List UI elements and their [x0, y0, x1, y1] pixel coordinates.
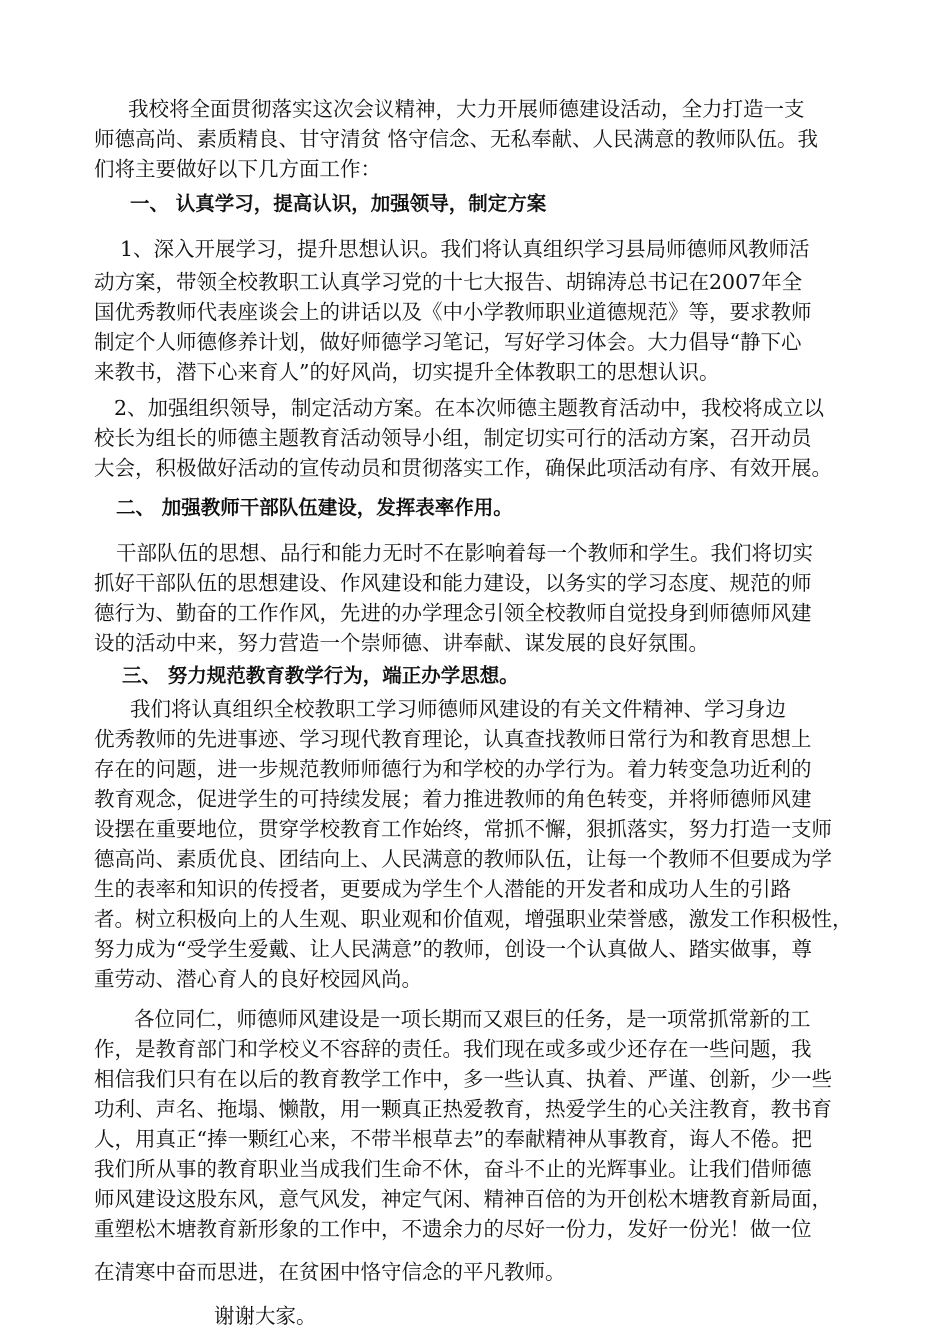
paragraph-line: 我们将认真组织全校教职工学习师德师风建设的有关文件精神、学习身边 — [130, 697, 786, 721]
intro-line: 师德高尚、素质精良、甘守清贫 恪守信念、无私奉献、人民满意的教师队伍。我 — [94, 127, 819, 151]
paragraph-line: 重塑松木塘教育新形象的工作中，不遗余力的尽好一份力，发好一份光！做一位 — [94, 1217, 812, 1241]
section-heading-2: 二、 加强教师干部队伍建设，发挥表率作用。 — [116, 496, 513, 519]
paragraph-line: 各位同仁，师德师风建设是一项长期而又艰巨的任务，是一项常抓常新的工 — [134, 1007, 811, 1031]
paragraph-line: 存在的问题，进一步规范教师师德行为和学校的办学行为。着力转变急功近利的 — [94, 757, 812, 781]
paragraph-line: 在清寒中奋而思进，在贫困中恪守信念的平凡教师。 — [94, 1260, 566, 1284]
paragraph-line: 努力成为“受学生爱戴、让人民满意”的教师，创设一个认真做人、踏实做事，尊 — [94, 937, 812, 961]
paragraph-line: 教育观念，促进学生的可持续发展；着力推进教师的角色转变，并将师德师风建 — [94, 787, 812, 811]
paragraph-line: 德行为、勤奋的工作作风，先进的办学理念引领全校教师自觉投身到师德师风建 — [94, 601, 812, 625]
paragraph-line: 作，是教育部门和学校义不容辞的责任。我们现在或多或少还存在一些问题，我 — [94, 1037, 812, 1061]
paragraph-line: 重劳动、潜心育人的良好校园风尚。 — [94, 967, 422, 991]
section-heading-3: 三、 努力规范教育教学行为，端正办学思想。 — [122, 664, 519, 687]
paragraph-line: 1、深入开展学习，提升思想认识。我们将认真组织学习县局师德师风教师活 — [120, 237, 810, 261]
paragraph-line: 功利、声名、拖塌、懒散，用一颗真正热爱教育，热爱学生的心关注教育，教书育 — [94, 1097, 832, 1121]
section-heading-1: 一、 认真学习，提高认识，加强领导，制定方案 — [130, 192, 547, 215]
paragraph-line: 者。树立积极向上的人生观、职业观和价值观，增强职业荣誉感，激发工作积极性， — [94, 907, 853, 931]
paragraph-line: 国优秀教师代表座谈会上的讲话以及《中小学教师职业道德规范》等，要求教师 — [94, 300, 812, 324]
paragraph-line: 大会，积极做好活动的宣传动员和贯彻落实工作，确保此项活动有序、有效开展。 — [94, 456, 832, 480]
paragraph-line: 设摆在重要地位，贯穿学校教育工作始终，常抓不懈，狠抓落实，努力打造一支师 — [94, 817, 832, 841]
paragraph-line: 抓好干部队伍的思想建设、作风建设和能力建设，以务实的学习态度、规范的师 — [94, 571, 812, 595]
paragraph-line: 设的活动中来，努力营造一个崇师德、讲奉献、谋发展的良好氛围。 — [94, 631, 709, 655]
paragraph-line: 干部队伍的思想、品行和能力无时不在影响着每一个教师和学生。我们将切实 — [116, 541, 813, 565]
closing-thanks: 谢谢大家。 — [214, 1304, 317, 1328]
paragraph-line: 来教书，潜下心来育人”的好风尚，切实提升全体教职工的思想认识。 — [94, 360, 720, 384]
paragraph-line: 2、加强组织领导，制定活动方案。在本次师德主题教育活动中，我校将成立以 — [114, 396, 825, 420]
paragraph-line: 人，用真正“捧一颗红心来，不带半根草去”的奉献精神从事教育，诲人不倦。把 — [94, 1127, 812, 1151]
paragraph-line: 动方案，带领全校教职工认真学习党的十七大报告、胡锦涛总书记在2007年全 — [94, 270, 803, 294]
paragraph-line: 校长为组长的师德主题教育活动领导小组，制定切实可行的活动方案，召开动员 — [94, 426, 812, 450]
paragraph-line: 制定个人师德修养计划，做好师德学习笔记，写好学习体会。大力倡导“静下心 — [94, 330, 802, 354]
intro-line: 们将主要做好以下几方面工作： — [94, 157, 381, 181]
paragraph-line: 优秀教师的先进事迹、学习现代教育理论，认真查找教师日常行为和教育思想上 — [94, 727, 812, 751]
intro-line: 我校将全面贯彻落实这次会议精神，大力开展师德建设活动，全力打造一支 — [128, 97, 805, 121]
paragraph-line: 生的表率和知识的传授者，更要成为学生个人潜能的开发者和成功人生的引路 — [94, 877, 791, 901]
paragraph-line: 相信我们只有在以后的教育教学工作中，多一些认真、执着、严谨、创新，少一些 — [94, 1067, 832, 1091]
paragraph-line: 我们所从事的教育职业当成我们生命不休，奋斗不止的光辉事业。让我们借师德 — [94, 1157, 812, 1181]
paragraph-line: 师风建设这股东风，意气风发，神定气闲、精神百倍的为开创松木塘教育新局面， — [94, 1187, 832, 1211]
paragraph-line: 德高尚、素质优良、团结向上、人民满意的教师队伍，让每一个教师不但要成为学 — [94, 847, 832, 871]
